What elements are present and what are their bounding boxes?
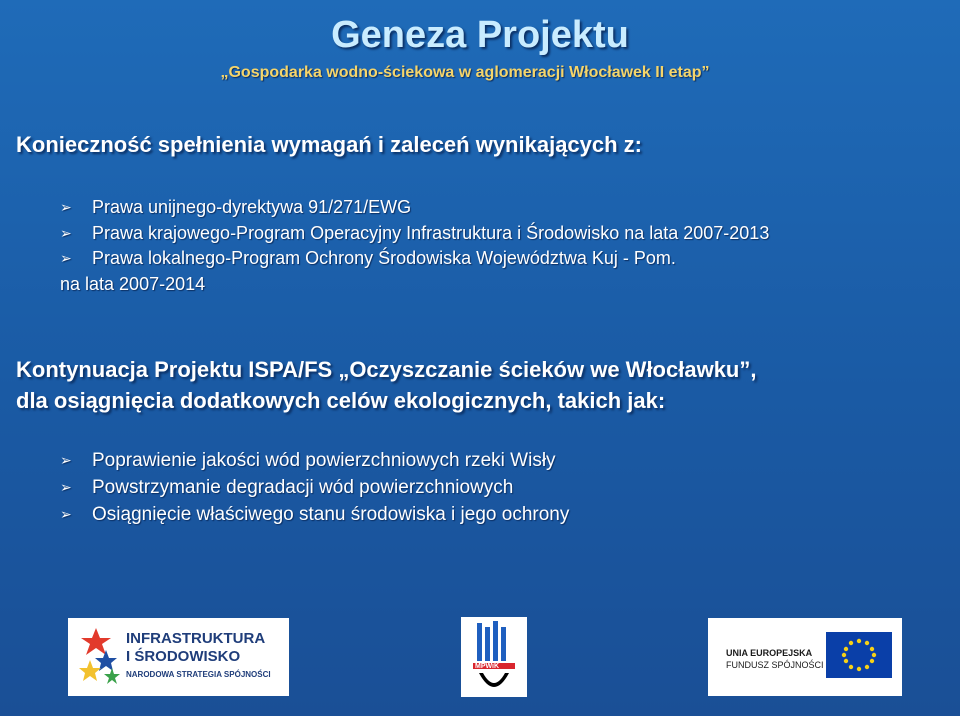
list-item <box>60 195 769 221</box>
section1-heading: Konieczność spełnienia wymagań i zaleceń wynikających z: <box>16 132 643 157</box>
section2-heading-line2: dla osiągnięcia dodatkowych celów ekologicznych, takich jak: <box>16 388 666 413</box>
arrow-bullet-icon: ➢ <box>60 479 72 495</box>
list-item <box>60 474 569 501</box>
logo-line3: NARODOWA STRATEGIA SPÓJNOŚCI <box>126 670 271 679</box>
list-item-text: Prawa krajowego-Program Operacyjny Infrastruktura i Środowisko na lata 2007-2013 <box>92 222 770 243</box>
list-item <box>60 221 769 247</box>
eu-line2: FUNDUSZ SPÓJNOŚCI <box>726 660 824 670</box>
list-item-text: na lata 2007-2014 <box>60 273 206 294</box>
arrow-bullet-icon: ➢ <box>60 199 72 215</box>
eu-flag-icon <box>826 632 892 678</box>
list-item <box>60 447 569 474</box>
logo-line1: INFRASTRUKTURA <box>126 630 266 647</box>
stars-logo-icon <box>76 622 126 692</box>
list-item-continuation <box>60 272 769 298</box>
arrow-bullet-icon: ➢ <box>60 224 72 241</box>
section2-heading <box>16 354 946 416</box>
list-item-text: Powstrzymanie degradacji wód powierzchniowych <box>92 477 514 498</box>
section2-list <box>60 447 569 528</box>
list-item-text: Prawa unijnego-dyrektywa 91/271/EWG <box>92 197 412 217</box>
section2-heading-line1: Kontynuacja Projektu ISPA/FS „Oczyszczanie ścieków we Włocławku”, <box>16 357 757 382</box>
list-item-text: Prawa lokalnego-Program Ochrony Środowiska Województwa Kuj - Pom. <box>92 248 676 268</box>
list-item <box>60 501 569 528</box>
arrow-bullet-icon: ➢ <box>60 452 72 468</box>
mpwik-logo <box>461 617 527 697</box>
mpwik-label: MPWiK <box>475 663 500 670</box>
infrastruktura-logo <box>68 618 289 696</box>
list-item-text: Osiągnięcie właściwego stanu środowiska i jego ochrony <box>92 504 570 525</box>
arrow-bullet-icon: ➢ <box>60 506 72 522</box>
page-subtitle: „Gospodarka wodno-ściekowa w aglomeracji Włocławek II etap” <box>220 64 710 81</box>
list-item <box>60 246 769 272</box>
arrow-bullet-icon: ➢ <box>60 250 72 266</box>
eu-line1: UNIA EUROPEJSKA <box>726 648 813 658</box>
eu-logo <box>708 618 902 696</box>
section1-list <box>60 195 769 297</box>
list-item-text: Poprawienie jakości wód powierzchniowych rzeki Wisły <box>92 450 556 471</box>
page-title: Geneza Projektu <box>331 14 629 56</box>
mpwik-emblem-icon <box>461 617 527 697</box>
logo-line2: I ŚRODOWISKO <box>126 648 241 665</box>
